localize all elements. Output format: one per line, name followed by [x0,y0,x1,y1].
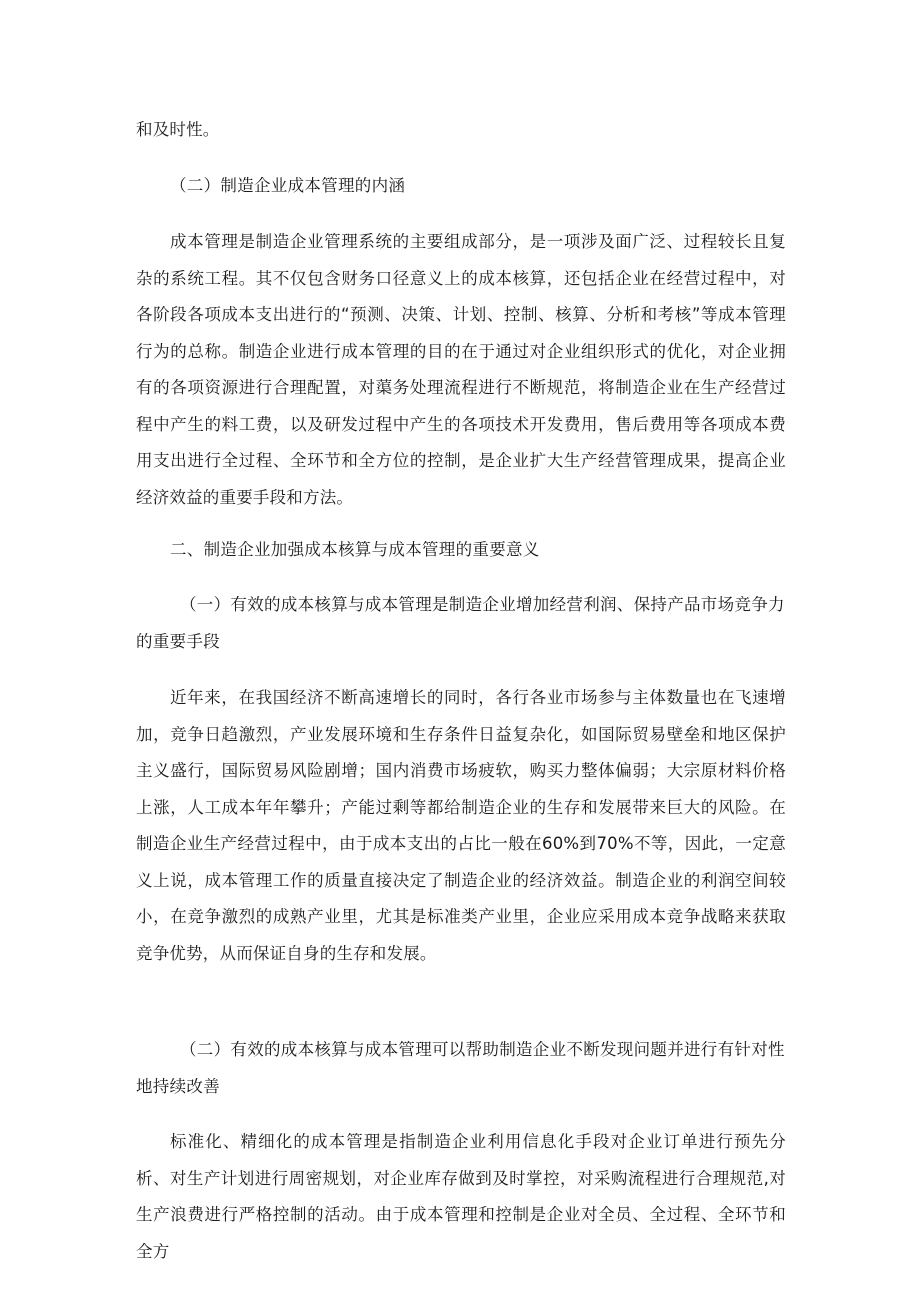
paragraph-recent-years: 近年来，在我国经济不断高速增长的同时，各行各业市场参与主体数量也在飞速增加，竞争日趋激烈，产业发展环境和生存条件日益复杂化，如国际贸易壁垒和地区保护主义盛行，国际贸易风险剧增；国内消费市场疲软，购买力整体偏弱；大宗原材料价格上涨，人工成本年年攀升；产能过剩等都给制造企业的生存和发展带来巨大的风险。在制造企业生产经营过程中，由于成本支出的占比一般在60%到70%不等，因此，一定意义上说，成本管理工作的质量直接决定了制造企业的经济效益。制造企业的利润空间较小，在竞争激烈的成熟产业里，尤其是标准类产业里，企业应采用成本竞争战略来获取竞争优势，从而保证自身的生存和发展。 [136,688,786,963]
paragraph-cost-management: 成本管理是制造企业管理系统的主要组成部分，是一项涉及面广泛、过程较长且复杂的系统工程。其不仅包含财务口径意义上的成本核算，还包括企业在经营过程中，对各阶段各项成本支出进行的“预测、决策、计划、控制、核算、分析和考核”等成本管理行为的总称。制造企业进行成本管理的目的在于通过对企业组织形式的优化，对企业拥有的各项资源进行合理配置，对蕖务处理流程进行不断规范，将制造企业在生产经营过程中产生的料工费，以及研发过程中产生的各项技术开发费用，售后费用等各项成本费用支出进行全过程、全环节和全方位的控制，是企业扩大生产经营管理成果，提高企业经济效益的重要手段和方法。 [136,232,786,507]
section-heading-profit-competitiveness: （一）有效的成本核算与成本管理是制造企业增加经营利润、保持产品市场竞争力的重要手段 [136,595,785,651]
paragraph-continuation: 和及时性。 [136,120,220,139]
paragraph-standardized-management: 标准化、精细化的成本管理是指制造企业利用信息化手段对企业订单进行预先分析、对生产计划进行周密规划，对企业库存做到及时掌控，对采购流程进行合理规范,对生产浪费进行严格控制的活动。由于成本管理和控制是企业对全员、全过程、全环节和全方 [136,1132,786,1261]
section-heading-cost-management-connotation: （二）制造企业成本管理的内涵 [170,176,406,195]
section-heading-continuous-improvement: （二）有效的成本核算与成本管理可以帮助制造企业不断发现问题并进行有针对性地持续改善 [136,1040,785,1096]
section-heading-importance: 二、制造企业加强成本核算与成本管理的重要意义 [170,540,540,559]
